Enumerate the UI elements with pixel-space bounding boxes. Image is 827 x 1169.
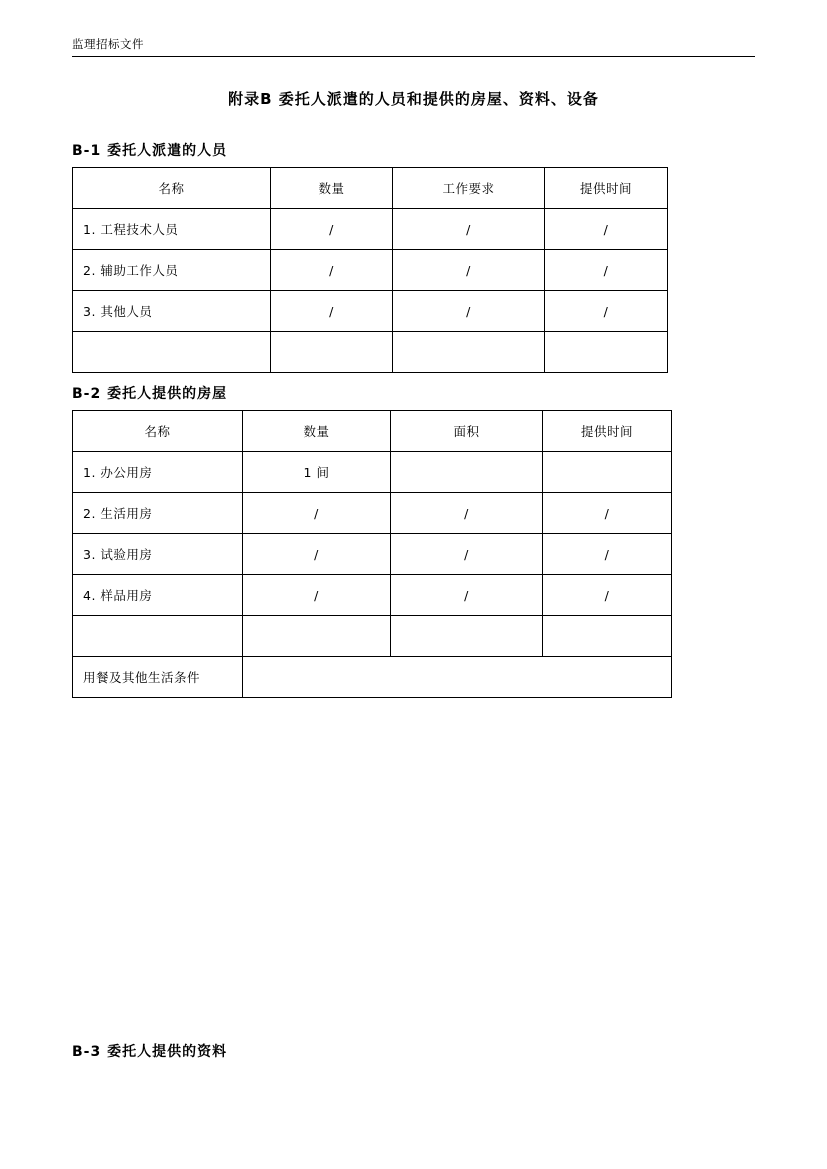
column-header: 数量 <box>271 168 393 209</box>
cell-requirement: / <box>393 209 545 250</box>
cell-name <box>73 616 243 657</box>
section-heading-b3: B-3 委托人提供的资料 <box>72 1044 228 1060</box>
cell-quantity <box>271 332 393 373</box>
cell-time: / <box>543 534 672 575</box>
column-header: 工作要求 <box>393 168 545 209</box>
cell-area: / <box>391 575 543 616</box>
table-header-row <box>73 168 668 209</box>
column-header: 名称 <box>73 168 271 209</box>
cell-requirement: / <box>393 291 545 332</box>
column-header: 数量 <box>243 411 391 452</box>
cell-time: / <box>545 209 668 250</box>
table-row <box>73 250 668 291</box>
table-row <box>73 332 668 373</box>
column-header: 提供时间 <box>543 411 672 452</box>
cell-name: 1. 工程技术人员 <box>73 209 271 250</box>
column-header: 名称 <box>73 411 243 452</box>
cell-time <box>543 616 672 657</box>
cell-name: 3. 其他人员 <box>73 291 271 332</box>
page-header <box>72 36 755 57</box>
cell-time: / <box>545 291 668 332</box>
cell-requirement: / <box>393 250 545 291</box>
cell-requirement <box>393 332 545 373</box>
cell-area <box>391 452 543 493</box>
cell-quantity: / <box>243 575 391 616</box>
cell-quantity: / <box>271 209 393 250</box>
cell-quantity: / <box>271 250 393 291</box>
cell-quantity: / <box>271 291 393 332</box>
table-row <box>73 452 672 493</box>
cell-time: / <box>543 575 672 616</box>
table-row <box>73 493 672 534</box>
cell-name: 1. 办公用房 <box>73 452 243 493</box>
cell-area: / <box>391 493 543 534</box>
section-heading-b2: B-2 委托人提供的房屋 <box>72 386 228 402</box>
cell-name: 4. 样品用房 <box>73 575 243 616</box>
cell-footer-label: 用餐及其他生活条件 <box>73 657 243 698</box>
table-row <box>73 616 672 657</box>
cell-quantity <box>243 616 391 657</box>
page-title: 附录B 委托人派遣的人员和提供的房屋、资料、设备 <box>228 90 599 108</box>
header-title: 监理招标文件 <box>72 37 144 51</box>
cell-name: 2. 辅助工作人员 <box>73 250 271 291</box>
table-footer-row <box>73 657 672 698</box>
table-housing <box>72 410 672 698</box>
cell-name <box>73 332 271 373</box>
cell-area <box>391 616 543 657</box>
header-divider <box>72 56 755 57</box>
table-personnel <box>72 167 668 373</box>
cell-quantity: / <box>243 534 391 575</box>
table-row <box>73 291 668 332</box>
cell-name: 2. 生活用房 <box>73 493 243 534</box>
table-header-row <box>73 411 672 452</box>
section-heading-b1: B-1 委托人派遣的人员 <box>72 143 228 159</box>
cell-time: / <box>543 493 672 534</box>
cell-time <box>543 452 672 493</box>
cell-name: 3. 试验用房 <box>73 534 243 575</box>
column-header: 提供时间 <box>545 168 668 209</box>
cell-quantity: 1 间 <box>243 452 391 493</box>
column-header: 面积 <box>391 411 543 452</box>
cell-time <box>545 332 668 373</box>
cell-footer-value <box>243 657 672 698</box>
cell-quantity: / <box>243 493 391 534</box>
table-row <box>73 534 672 575</box>
cell-time: / <box>545 250 668 291</box>
table-row <box>73 209 668 250</box>
table-row <box>73 575 672 616</box>
cell-area: / <box>391 534 543 575</box>
